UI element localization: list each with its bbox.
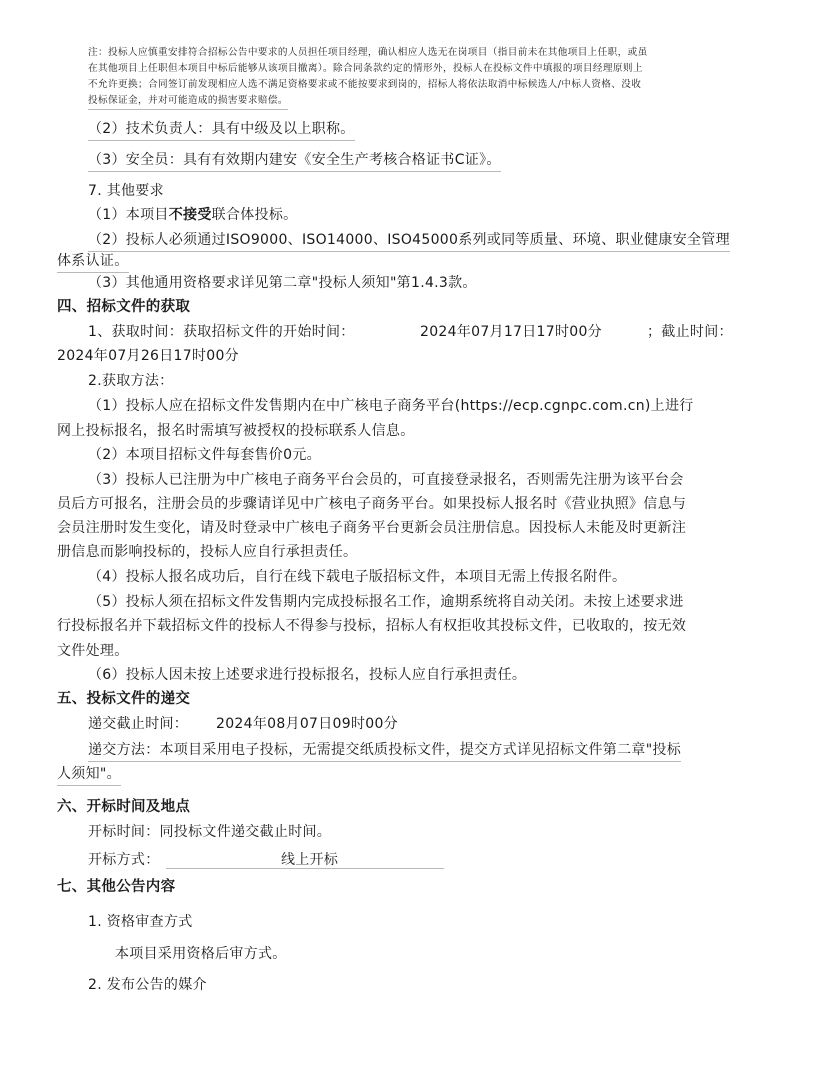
section-4-heading: 四、招标文件的获取 <box>57 299 191 315</box>
other-requirement-3: （3）其他通用资格要求详见第二章"投标人须知"第1.4.3款。 <box>88 275 477 291</box>
acquire-end-label: ；截止时间： <box>647 324 733 340</box>
note-line-4: 投标保证金，并对可能造成的损害要求赔偿。 <box>88 93 288 110</box>
section-6-heading: 六、开标时间及地点 <box>57 799 191 815</box>
submit-method-line-1: 递交方法：本项目采用电子投标，无需提交纸质投标文件，提交方式详见招标文件第二章"投标 <box>88 740 681 762</box>
method-1-line-1: （1）投标人应在招标文件发售期内在中广核电子商务平台(https://ecp.cgnpc.com.cn)上进行 <box>88 398 694 414</box>
method-5-line-2: 行投标报名并下载招标文件的投标人不得参与投标，招标人有权拒收其投标文件，已收取的，按无效 <box>57 618 687 634</box>
method-4: （4）投标人报名成功后，自行在线下载电子版招标文件，本项目无需上传报名附件。 <box>88 569 627 585</box>
other-requirement-1-bold: 不接受 <box>168 207 212 223</box>
qualification-review-title: 1. 资格审查方式 <box>88 914 193 930</box>
submit-deadline: 2024年08月07日09时00分 <box>216 716 398 732</box>
note-line-3: 不允许更换；合同签订前发现相应人选不满足资格要求或不能按要求到岗的，招标人将依法取消中标候选人/中标人资格、没收 <box>88 79 642 90</box>
acquire-end-time: 2024年07月26日17时00分 <box>57 348 239 364</box>
method-6: （6）投标人因未按上述要求进行投标报名，投标人应自行承担责任。 <box>88 667 527 683</box>
acquire-method-title: 2.获取方法： <box>88 373 174 389</box>
method-5-line-1: （5）投标人须在招标文件发售期内完成投标报名工作，逾期系统将自动关闭。未按上述要求进 <box>88 594 684 610</box>
method-2: （2）本项目招标文件每套售价0元。 <box>88 447 321 463</box>
section-5-heading: 五、投标文件的递交 <box>57 691 191 707</box>
tech-lead-requirement: （2）技术负责人：具有中级及以上职称。 <box>88 119 355 141</box>
qualification-review-body: 本项目采用资格后审方式。 <box>115 946 287 962</box>
method-3-line-4: 册信息而影响投标的，投标人应自行承担责任。 <box>57 544 358 560</box>
opening-time: 开标时间：同投标文件递交截止时间。 <box>88 824 332 840</box>
acquire-time-label: 1、获取时间：获取招标文件的开始时间： <box>88 324 355 340</box>
method-5-line-3: 文件处理。 <box>57 643 129 659</box>
method-3-line-2: 员后方可报名，注册会员的步骤请详见中广核电子商务平台。如果投标人报名时《营业执照》信息与 <box>57 496 687 512</box>
safety-officer-requirement: （3）安全员：具有有效期内建安《安全生产考核合格证书C证》。 <box>88 150 501 172</box>
submit-method-line-2: 人须知"。 <box>57 764 121 786</box>
other-requirements-title: 7. 其他要求 <box>88 183 164 199</box>
opening-mode-label: 开标方式： <box>88 852 160 868</box>
method-1-line-2: 网上投标报名，报名时需填写被授权的投标联系人信息。 <box>57 423 415 439</box>
other-requirement-2-line-2: 体系认证。 <box>57 251 129 273</box>
other-requirement-2-line-1: （2）投标人必须通过ISO9000、ISO14000、ISO45000系列或同等质量、环境、职业健康安全管理 <box>88 230 730 252</box>
submit-deadline-label: 递交截止时间： <box>88 716 189 732</box>
acquire-start-time: 2024年07月17日17时00分 <box>420 324 602 340</box>
other-requirement-1 <box>88 205 297 225</box>
method-3-line-1: （3）投标人已注册为中广核电子商务平台会员的，可直接登录报名，否则需先注册为该平台会 <box>88 472 684 488</box>
method-3-line-3: 会员注册时发生变化，请及时登录中广核电子商务平台更新会员注册信息。因投标人未能及时更新注 <box>57 520 687 536</box>
publication-media-title: 2. 发布公告的媒介 <box>88 977 207 993</box>
note-line-1: 注：投标人应慎重安排符合招标公告中要求的人员担任项目经理，确认相应人选无在岗项目（指目前未在其他项目上任职，或虽 <box>88 47 648 58</box>
other-requirement-1-pre: （1）本项目 <box>88 207 169 223</box>
opening-mode-value: 线上开标 <box>281 852 339 868</box>
section-7-heading: 七、其他公告内容 <box>57 879 176 895</box>
note-line-2: 在其他项目上任职但本项目中标后能够从该项目撤离）。除合同条款约定的情形外，投标人在投标文件中填报的项目经理原则上 <box>88 63 643 74</box>
other-requirement-1-post: 联合体投标。 <box>211 207 298 223</box>
